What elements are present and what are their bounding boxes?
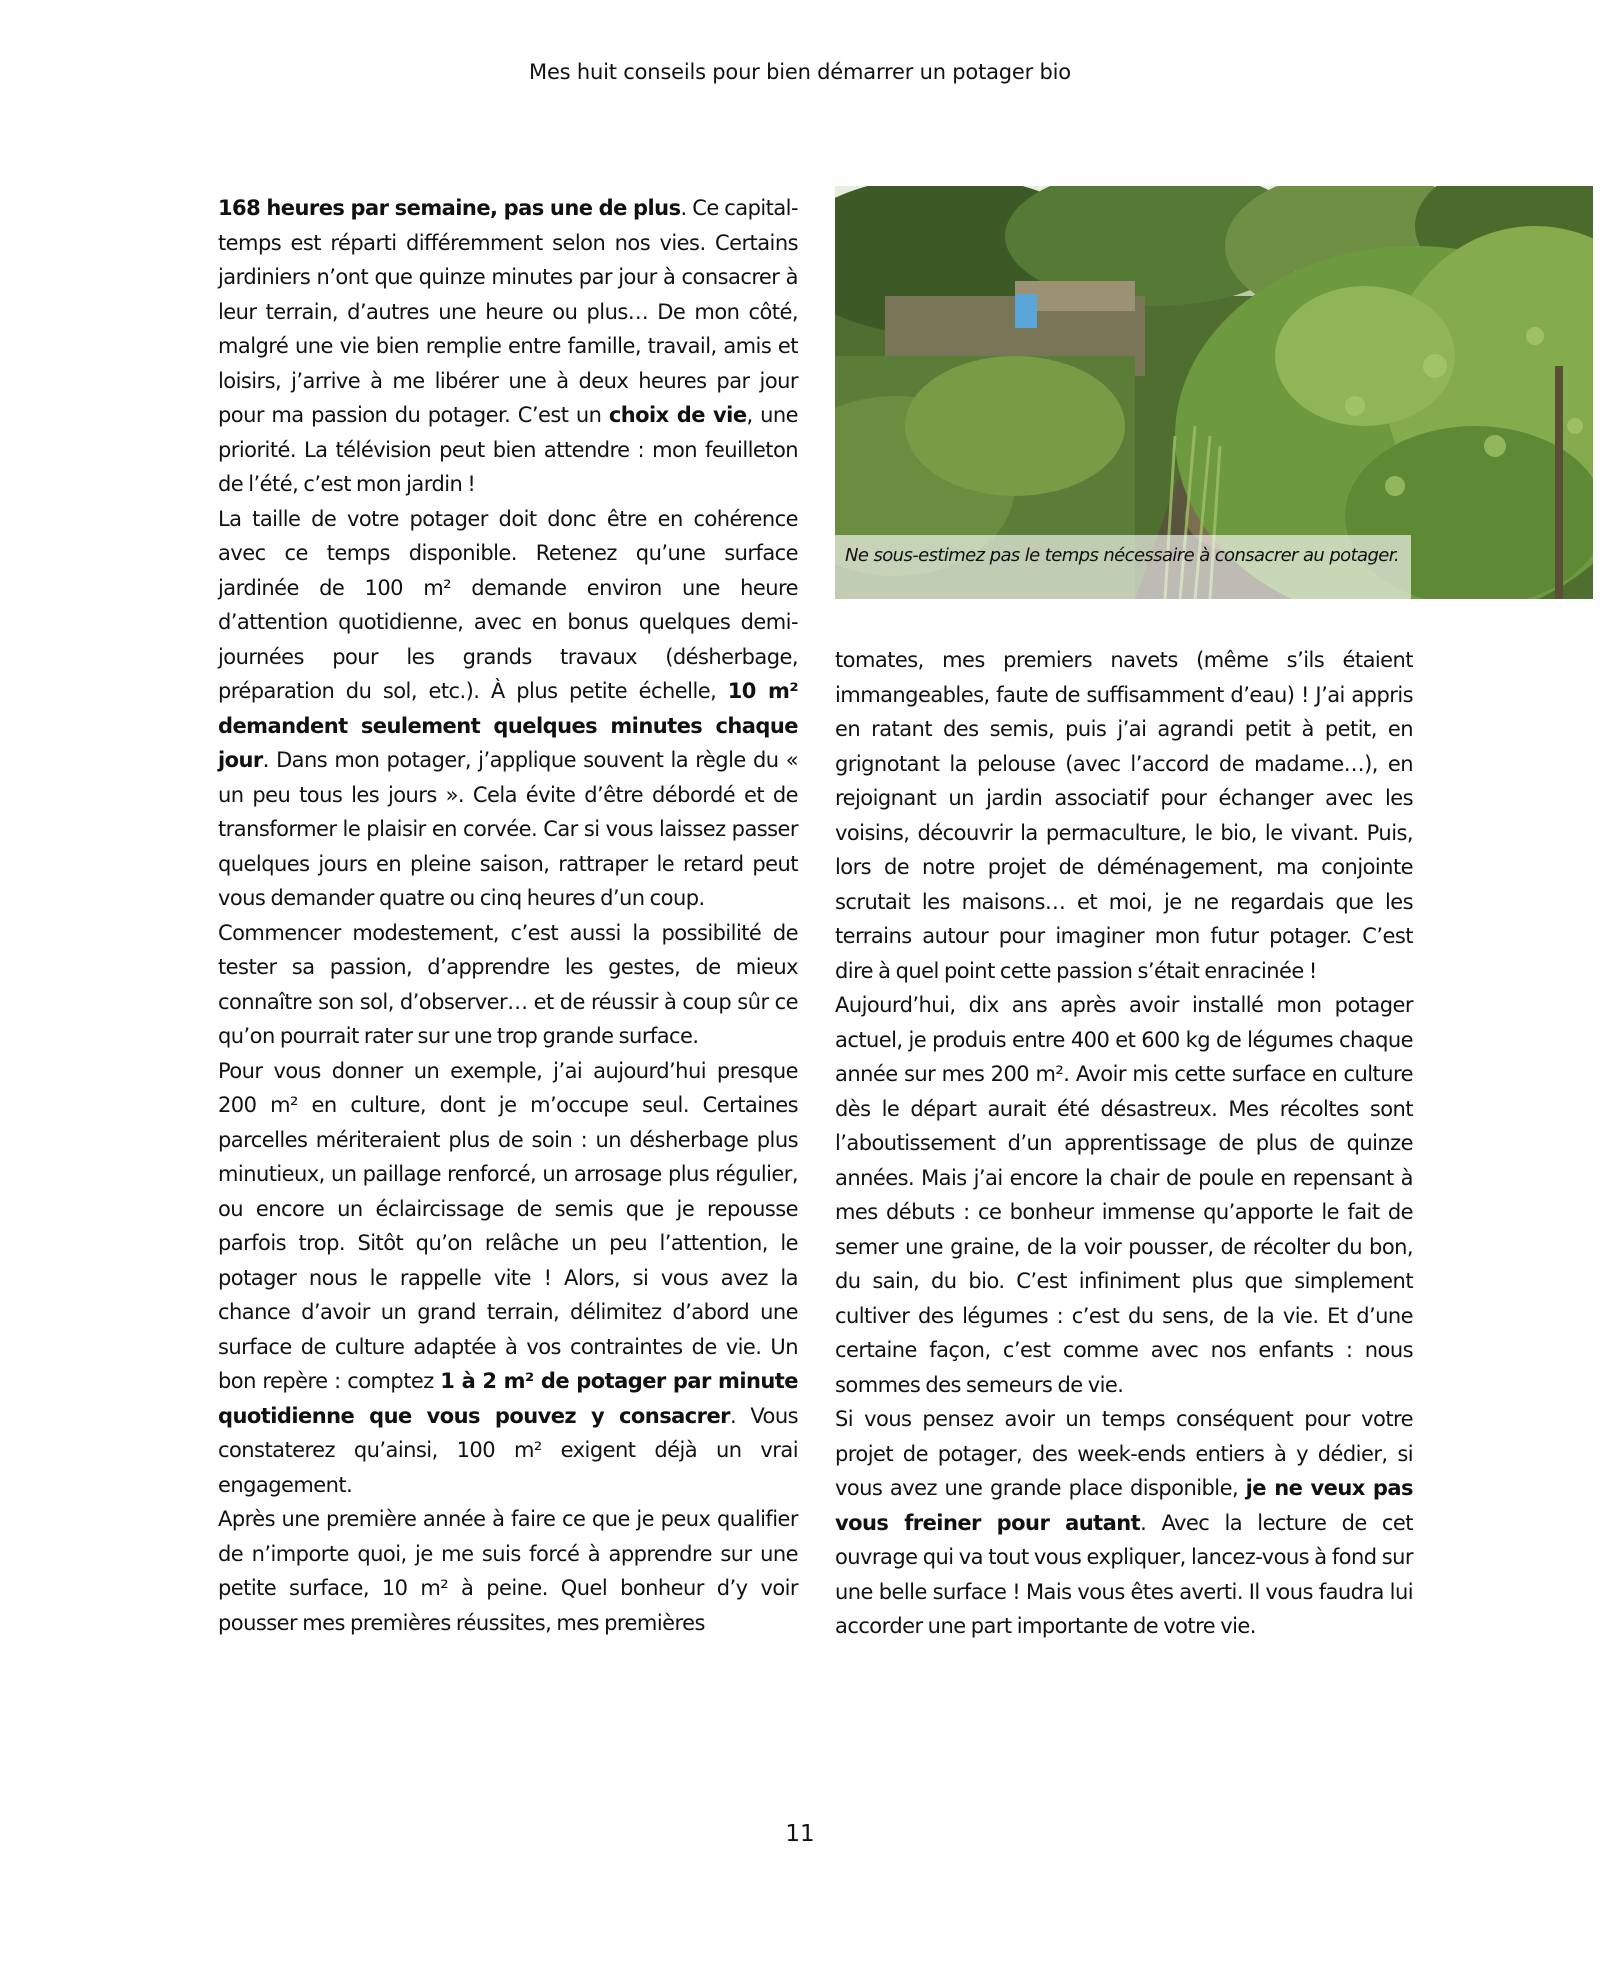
running-title: Mes huit conseils pour bien démarrer un potager bio	[529, 60, 1071, 84]
text-run: . Dans mon potager, j’applique souvent la règle du « un peu tous les jours ». Cela évite d’être débordé et de transformer le plaisir en corvée. Car si vous laissez passer quelques jours en pleine saison, rattraper le retard peut vous demander quatre ou cinq heures d’un coup.	[218, 748, 798, 910]
paragraph-4	[218, 1054, 798, 1503]
paragraph-5-end: tomates, mes premiers navets (même s’ils étaient immangeables, faute de suffisamment d’eau) ! J’ai appris en ratant des semis, puis j’ai agrandi petit à petit, en grignotant la pelouse (avec l’accord de madame…), en rejoignant un jardin associatif pour échanger avec les voisins, découvrir la permaculture, le bio, le vivant. Puis, lors de notre projet de déménagement, ma conjointe scrutait les maisons… et moi, je ne regardais que les terrains autour pour imaginer mon futur potager. C’est dire à quel point cette passion s’était enracinée !	[835, 648, 1413, 983]
bold-phrase: choix de vie	[608, 403, 747, 427]
text-run: Pour vous donner un exemple, j’ai aujourd’hui presque 200 m² en culture, dont je m’occupe seul. Certaines parcelles mériteraient plus de soin : un désherbage plus minutieux, un paillage renforcé, un arrosage plus régulier, ou encore un éclaircissage de semis que je repousse parfois trop. Sitôt qu’on relâche un peu l’attention, le potager nous le rappelle vite ! Alors, si vous avez la chance d’avoir un grand terrain, délimitez d’abord une surface de culture adaptée à vos contraintes de vie. Un bon repère : comptez	[218, 1058, 798, 1393]
bold-phrase: 1 à 2 m² de potager par minute quotidienne que vous pouvez y consacrer	[218, 1369, 798, 1428]
paragraph-7	[835, 1402, 1413, 1644]
paragraph-2	[218, 502, 798, 916]
paragraph-5-start: Après une première année à faire ce que je peux qualifier de n’importe quoi, je me suis forcé à apprendre sur une petite surface, 10 m² à peine. Quel bonheur d’y voir pousser mes premières réussites, mes premières	[218, 1507, 798, 1635]
right-column	[835, 643, 1413, 1644]
bold-phrase: 10 m² demandent seulement quelques minutes chaque jour	[218, 679, 798, 772]
photo-caption: Ne sous-estimez pas le temps nécessaire à consacrer au potager.	[835, 535, 1411, 599]
bold-phrase: 168 heures par semaine, pas une de plus	[218, 196, 681, 220]
left-column	[218, 191, 798, 1640]
garden-photo	[835, 186, 1593, 599]
text-run: . Vous constaterez qu’ainsi, 100 m² exigent déjà un vrai engagement.	[218, 1403, 799, 1497]
page-number: 11	[785, 1821, 815, 1847]
paragraph-1	[218, 191, 798, 502]
text-run: . Avec la lecture de cet ouvrage qui va tout vous expliquer, lancez-vous à fond sur une belle surface ! Mais vous êtes averti. Il vous faudra lui accorder une part importante de votre vie.	[835, 1510, 1413, 1638]
paragraph-3: Commencer modestement, c’est aussi la possibilité de tester sa passion, d’apprendre les gestes, de mieux connaître son sol, d’observer… et de réussir à coup sûr ce qu’on pourrait rater sur une trop grande surface.	[218, 920, 798, 1048]
text-run: Si vous pensez avoir un temps conséquent pour votre projet de potager, des week-ends entiers à y dédier, si vous avez une grande place disponible,	[835, 1407, 1413, 1500]
text-run: , une priorité. La télévision peut bien attendre : mon feuilleton de l’été, c’est mon jardin !	[218, 403, 798, 496]
paragraph-6: Aujourd’hui, dix ans après avoir installé mon potager actuel, je produis entre 400 et 600 kg de légumes chaque année sur mes 200 m². Avoir mis cette surface en culture dès le départ aurait été désastreux. Mes récoltes sont l’aboutissement d’un apprentissage de plus de quinze années. Mais j’ai encore la chair de poule en repensant à mes débuts : ce bonheur immense qu’apporte le fait de semer une graine, de la voir pousser, de récolter du bon, du sain, du bio. C’est infiniment plus que simplement cultiver des légumes : c’est du sens, de la vie. Et d’une certaine façon, c’est comme avec nos enfants : nous sommes des semeurs de vie.	[835, 993, 1413, 1397]
bold-phrase: je ne veux pas vous freiner pour autant	[835, 1476, 1413, 1535]
text-run: La taille de votre potager doit donc être en cohérence avec ce temps disponible. Retenez qu’une surface jardinée de 100 m² demande environ une heure d’attention quotidienne, avec en bonus quelques demi-journées pour les grands travaux (désherbage, préparation du sol, etc.). À plus petite échelle,	[218, 506, 798, 703]
text-run: . Ce capital-temps est réparti différemment selon nos vies. Certains jardiniers n’ont que quinze minutes par jour à consacrer à leur terrain, d’autres une heure ou plus… De mon côté, malgré une vie bien remplie entre famille, travail, amis et loisirs, j’arrive à me libérer une à deux heures par jour pour ma passion du potager. C’est un	[218, 196, 798, 427]
